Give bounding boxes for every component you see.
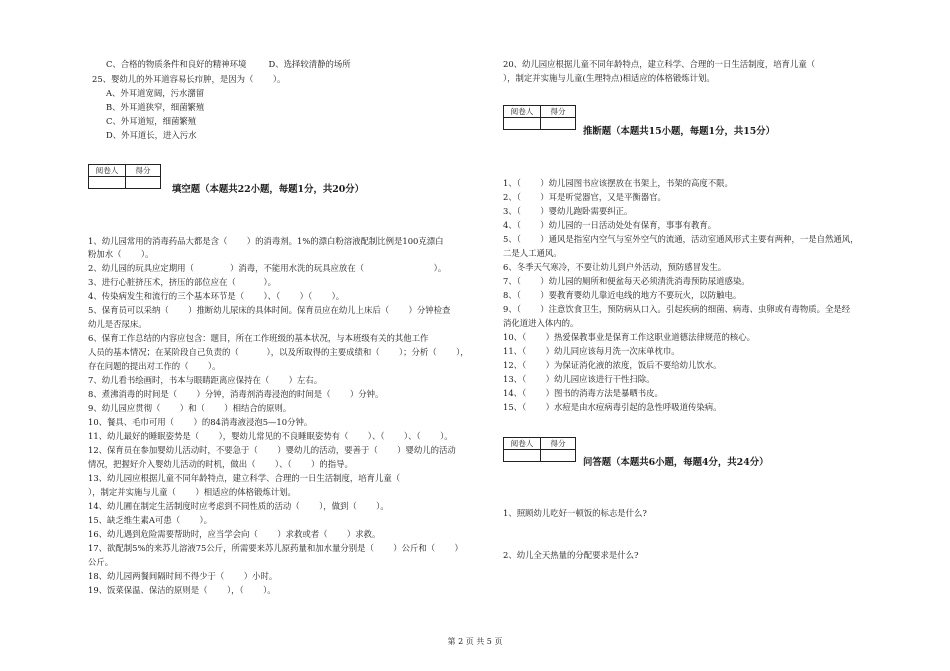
judge-item: 7、（ ）幼儿园的厕所和便盆每天必须清洗消毒预防尿道感染。 [503,276,750,286]
option-text: B、外耳道狭窄，细菌繁殖 [106,102,205,112]
judge-item: 4、（ ）幼儿园的一日活动处处有保育，事事有教育。 [503,220,717,230]
question-text: 存在问题的提出对工作的（ ）。 [88,361,221,371]
option-text: A、外耳道宽阔，污水潴留 [106,88,205,98]
judge-item: 二是人工通风。 [503,248,562,258]
judge-item: 15、（ ）水痘是由水痘病毒引起的急性呼吸道传染病。 [503,402,722,412]
score-table [503,437,576,462]
question-text: ），制定并实施与儿童(生理特点)相适应的体格锻炼计划。 [503,73,715,83]
question-text: 3、进行心脏挤压术，挤压的部位应在（ ）。 [88,277,277,287]
question-text: 情况，把握好介入婴幼儿活动的时机，做出（ ）、（ ）的指导。 [88,459,353,469]
judge-item: 9、（ ）注意饮食卫生，预防病从口入。引起疾病的细菌、病毒、虫卵或有毒物质。全是经 [503,304,851,314]
judge-item: 3、（ ）婴幼儿跑卧需要纠正。 [503,206,633,216]
question-text: 2、幼儿园的玩具应定期用（ ）消毒，不能用水洗的玩具应放在（ ）。 [88,263,447,273]
question-text: 6、保育工作总结的内容应包含：题目，所在工作班级的基本状况，与本班级有关的其他工作 [88,333,429,343]
question-text: 4、传染病发生和流行的三个基本环节是（ ）、（ ）（ ）。 [88,291,345,301]
score-label: 得分 [541,438,576,450]
judge-item: 11、（ ）幼儿同应该每月洗一次床单枕巾。 [503,346,680,356]
score-table [88,164,161,189]
question-text: 粉加水（ ）。 [88,249,154,259]
option-text: C、外耳道短，细菌繁殖 [106,116,197,126]
question-text: 18、幼儿园两餐间隔时间不得少于（ ）小时。 [88,571,278,581]
question-text: 15、缺乏维生素A可患（ ）。 [88,515,213,525]
question-text: 幼儿是否尿床。 [88,319,147,329]
score-cell [126,177,161,189]
section-title-fill-blank: 填空题（本题共22小题，每题1分，共20分） [172,184,364,195]
reviewer-cell [89,177,126,189]
score-label: 得分 [541,106,576,118]
question-text: 25、婴幼儿的外耳道容易长疖肿，是因为（ ）。 [92,74,286,84]
judge-item: 8、（ ）要教育婴幼儿靠近电线的地方不要玩火，以防触电。 [503,290,742,300]
question-text: 5、保育员可以采纳（ ）推断幼儿尿床的具体时间。保育员应在幼儿上床后（ ）分钟检查 [88,305,451,315]
reviewer-cell [504,118,541,130]
question-text: 8、煮沸消毒的时间是（ ）分钟，消毒剂消毒浸泡的时间是（ ）分钟。 [88,389,384,399]
question-text: 1、幼儿园常用的消毒药品大都是含（ ）的消毒剂。1%的漂白粉溶液配制比例是100克漂白 [88,236,444,246]
judge-item: 14、（ ）图书的消毒方法是暴晒书皮。 [503,388,663,398]
reviewer-cell [504,450,541,462]
score-label: 得分 [126,165,161,177]
section-title-qa: 问答题（本题共6小题，每题4分，共24分） [583,457,769,468]
judge-item: 1、（ ）幼儿园图书应该摆放在书架上，书架的高度不限。 [503,178,733,188]
option-text: D、外耳道长，进入污水 [106,130,197,140]
question-text: 20、幼儿园应根据儿童不同年龄特点，建立科学、合理的一日生活制度，培育儿童（ [503,59,816,69]
qa-question: 1、照顾幼儿吃好一顿饭的标志是什么? [503,508,647,518]
judge-item: 6、冬季天气寒冷，不要让幼儿到户外活动，预防感冒发生。 [503,262,727,272]
reviewer-label: 阅卷人 [504,438,541,450]
reviewer-label: 阅卷人 [89,165,126,177]
page-footer: 第 2 页 共 5 页 [447,637,503,646]
question-text: 7、幼儿看书绘画时，书本与眼睛距离应保持在（ ）左右。 [88,375,323,385]
question-text: 10、餐具、毛巾可用（ ）的84消毒液浸泡5—10分钟。 [88,417,313,427]
question-text: 人员的基本情况；在某阶段自己负责的（ ），以及所取得的主要成绩和（ ）；分析（ ）， [88,347,469,357]
question-text: 公斤。 [88,557,114,567]
judge-item: 消化道进入体内的。 [503,318,579,328]
judge-item: 10、（ ）热爱保教事业是保育工作这职业道德法律规范的核心。 [503,332,755,342]
score-cell [541,118,576,130]
question-text: 14、幼儿圃在制定生活制度时应考虑到不同性质的活动（ ），做到（ ）。 [88,501,389,511]
option-text: C、合格的物质条件和良好的精神环境 D、选择较清静的场所 [106,59,351,69]
question-text: 12、保育员在参加婴幼儿活动时，不要急于（ ）婴幼儿的活动，要善于（ ）婴幼儿的活动 [88,445,456,455]
question-text: 9、幼儿园应贯彻（ ）和（ ）相结合的原则。 [88,403,292,413]
judge-item: 13、（ ）幼儿园应该进行干性扫除。 [503,374,655,384]
judge-item: 5、（ ）通风是指室内空气与室外空气的流通，活动室通风形式主要有两种，一是自然通风， [503,234,859,244]
section-title-judgement: 推断题（本题共15小题，每题1分，共15分） [583,126,775,137]
reviewer-label: 阅卷人 [504,106,541,118]
question-text: 11、幼儿最好的睡眠姿势是（ ），婴幼儿常见的不良睡眠姿势有（ ）、（ ）、（ ）。 [88,431,453,441]
qa-question: 2、幼儿全天热量的分配要求是什么? [503,550,639,560]
question-text: 16、幼儿遇到危险需要帮助时，应当学会向（ ）求救或者（ ）求救。 [88,529,381,539]
judge-item: 12、（ ）为保证消化液的浓度，饭后不要给幼儿饮水。 [503,360,722,370]
score-cell [541,450,576,462]
question-text: 19、饭菜保温、保洁的原则是（ ），（ ）。 [88,585,276,595]
question-text: ），制定并实施与儿童（ ）相适应的体格锻炼计划。 [88,487,296,497]
judge-item: 2、（ ）耳是听觉器官，又是平衡器官。 [503,192,666,202]
question-text: 13、幼儿园应根据儿童不同年龄特点，建立科学、合理的一日生活制度，培育儿童（ [88,473,420,483]
score-table [503,105,576,130]
question-text: 17、欲配制5%的来苏儿溶液75公斤，所需要来苏儿原药量和加水量分别是（ ）公斤和（ ） [88,543,463,553]
